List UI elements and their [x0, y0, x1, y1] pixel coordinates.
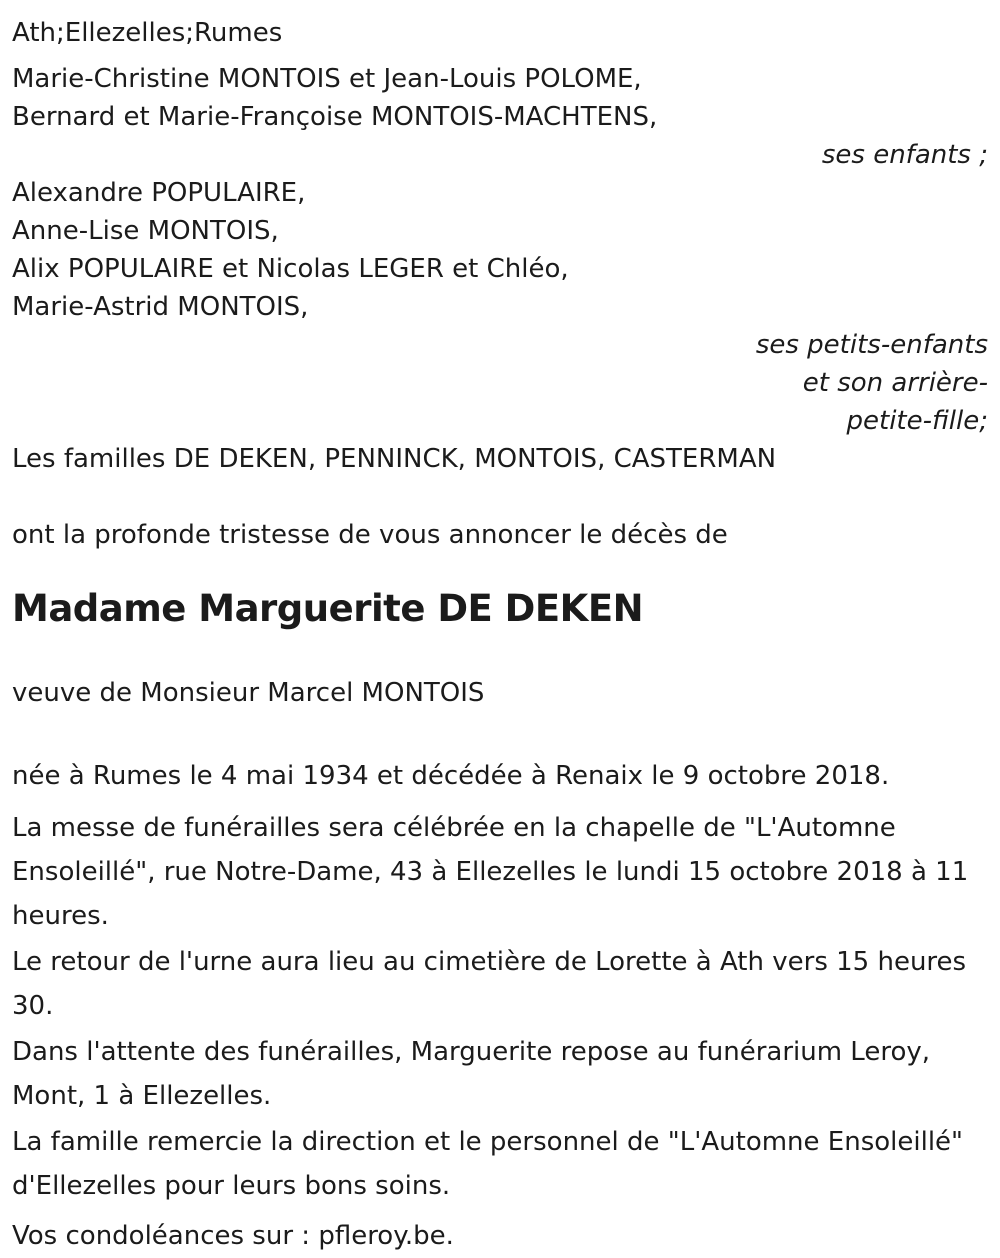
child-name-line: Bernard et Marie-Françoise MONTOIS-MACHTENS, — [12, 102, 658, 132]
deceased-name: Madame Marguerite DE DEKEN — [12, 587, 644, 630]
widow-line: veuve de Monsieur Marcel MONTOIS — [12, 678, 485, 708]
grandchildren-relation-label: petite-fille; — [846, 406, 988, 436]
thanks-paragraph — [12, 1120, 988, 1208]
children-relation-label: ses enfants ; — [821, 140, 988, 170]
birth-death-line: née à Rumes le 4 mai 1934 et décédée à Renaix le 9 octobre 2018. — [12, 761, 890, 791]
grandchildren-relation-label: et son arrière- — [802, 368, 988, 398]
paragraph-line: Dans l'attente des funérailles, Marguerite repose au funérarium Leroy, — [12, 1037, 931, 1067]
funeral-mass-paragraph — [12, 806, 988, 938]
urn-return-paragraph — [12, 940, 988, 1028]
paragraph-line: 30. — [12, 991, 54, 1021]
paragraph-line: Ensoleillé", rue Notre-Dame, 43 à Ellezelles le lundi 15 octobre 2018 à 11 — [12, 857, 969, 887]
condolences-line: Vos condoléances sur : pfleroy.be. — [12, 1221, 454, 1251]
grandchildren-names-block — [12, 174, 988, 440]
children-names-block — [12, 60, 988, 174]
paragraph-line: Mont, 1 à Ellezelles. — [12, 1081, 272, 1111]
paragraph-line: Le retour de l'urne aura lieu au cimetière de Lorette à Ath vers 15 heures — [12, 947, 967, 977]
paragraph-line: d'Ellezelles pour leurs bons soins. — [12, 1171, 451, 1201]
repose-paragraph — [12, 1030, 988, 1118]
paragraph-line: La messe de funérailles sera célébrée en la chapelle de "L'Automne — [12, 813, 896, 843]
grandchild-name-line: Alexandre POPULAIRE, — [12, 178, 306, 208]
grandchild-name-line: Anne-Lise MONTOIS, — [12, 216, 279, 246]
paragraph-line: heures. — [12, 901, 109, 931]
grandchildren-relation-label: ses petits-enfants — [755, 330, 988, 360]
child-name-line: Marie-Christine MONTOIS et Jean-Louis POLOME, — [12, 64, 642, 94]
grandchild-name-line: Alix POPULAIRE et Nicolas LEGER et Chléo, — [12, 254, 569, 284]
families-line: Les familles DE DEKEN, PENNINCK, MONTOIS, CASTERMAN — [12, 444, 777, 474]
condolences-paragraph — [12, 1214, 988, 1258]
paragraph-line: La famille remercie la direction et le personnel de "L'Automne Ensoleillé" — [12, 1127, 964, 1157]
announcement-line: ont la profonde tristesse de vous annoncer le décès de — [12, 520, 728, 550]
cities-line: Ath;Ellezelles;Rumes — [12, 18, 283, 48]
grandchild-name-line: Marie-Astrid MONTOIS, — [12, 292, 309, 322]
